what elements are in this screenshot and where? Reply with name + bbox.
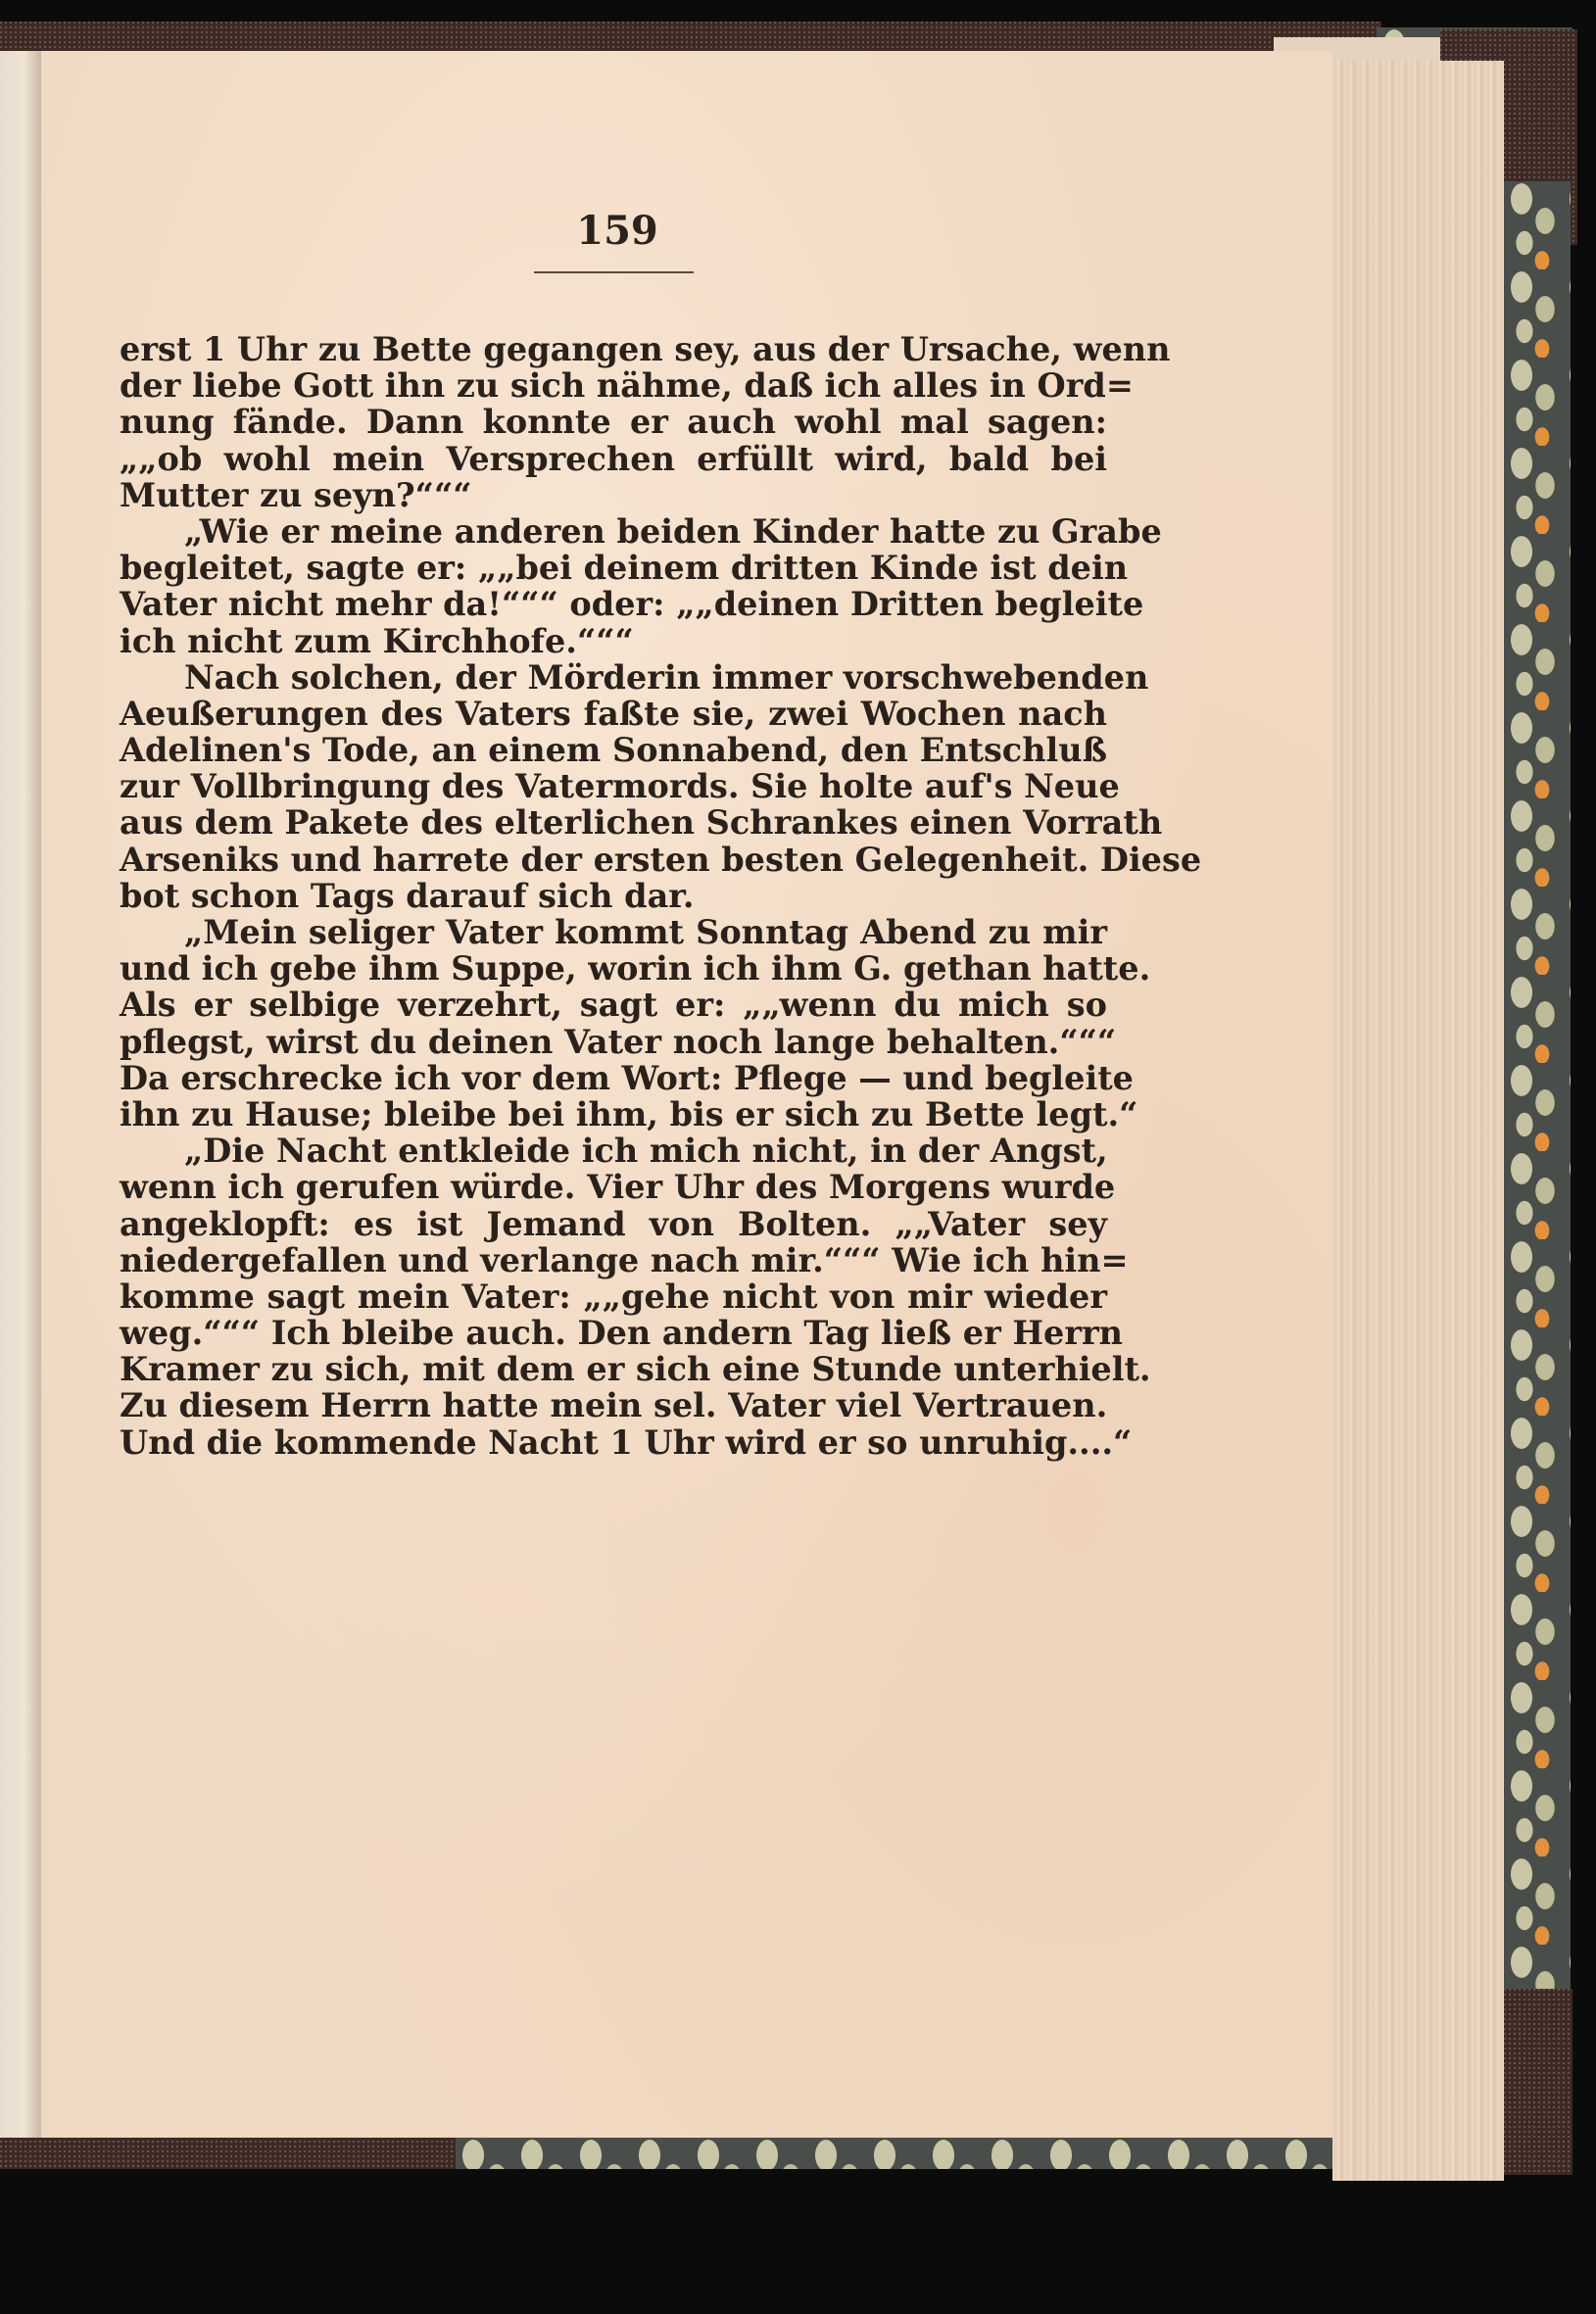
text-line: bot schon Tags darauf sich dar. xyxy=(120,876,695,915)
text-line: Mutter zu seyn?“““ xyxy=(120,475,472,514)
book-cover-bottom-cloth xyxy=(0,2136,460,2169)
text-line: Arseniks und harrete der ersten besten Gelegenheit. Diese xyxy=(120,840,1202,879)
text-line: Adelinen's Tode, an einem Sonnabend, den Entschluß xyxy=(120,731,1108,770)
text-line: zur Vollbringung des Vatermords. Sie holte auf's Neue xyxy=(120,767,1120,806)
text-line: Kramer zu sich, mit dem er sich eine Stunde unterhielt. xyxy=(120,1350,1151,1389)
page-fore-edge xyxy=(1332,61,1504,2181)
text-line: komme sagt mein Vater: „„gehe nicht von mir wieder xyxy=(120,1277,1107,1316)
text-line: und ich gebe ihm Suppe, worin ich ihm G. gethan hatte. xyxy=(120,949,1151,988)
text-line: nung fände. Dann konnte er auch wohl mal sagen: xyxy=(120,403,1107,442)
page-body-text xyxy=(120,330,1202,1462)
page-gutter xyxy=(0,51,41,2138)
text-line: „Wie er meine anderen beiden Kinder hatte zu Grabe xyxy=(184,511,1162,551)
text-line: pflegst, wirst du deinen Vater noch lange behalten.“““ xyxy=(120,1022,1117,1061)
marbled-board-right xyxy=(1504,181,1571,2043)
text-line: Zu diesem Herrn hatte mein sel. Vater viel Vertrauen. xyxy=(120,1386,1108,1425)
text-line: wenn ich gerufen würde. Vier Uhr des Morgens wurde xyxy=(120,1168,1116,1207)
text-line: „Die Nacht entkleide ich mich nicht, in der Angst, xyxy=(184,1132,1108,1171)
text-line: begleitet, sagte er: „„bei deinem dritten Kinde ist dein xyxy=(120,549,1129,588)
text-line: erst 1 Uhr zu Bette gegangen sey, aus der Ursache, wenn xyxy=(120,330,1171,368)
text-line: Und die kommende Nacht 1 Uhr wird er so unruhig....“ xyxy=(120,1422,1133,1462)
text-line: „Mein seliger Vater kommt Sonntag Abend zu mir xyxy=(184,913,1107,951)
page-number: 159 xyxy=(576,208,658,254)
text-line: aus dem Pakete des elterlichen Schrankes einen Vorrath xyxy=(120,803,1163,843)
text-line: niedergefallen und verlange nach mir.“““ Wie ich hin= xyxy=(120,1240,1129,1279)
text-line: Da erschrecke ich vor dem Wort: Pflege — und begleite xyxy=(120,1058,1134,1097)
marbled-board-bottom xyxy=(456,2138,1475,2169)
text-line: ich nicht zum Kirchhofe.“““ xyxy=(120,621,634,660)
book-cover-top-cloth xyxy=(0,22,1381,53)
text-line: weg.“““ Ich bleibe auch. Den andern Tag ließ er Herrn xyxy=(120,1314,1124,1353)
text-line: Nach solchen, der Mörderin immer vorschwebenden xyxy=(184,657,1149,697)
text-line: der liebe Gott ihn zu sich nähme, daß ich alles in Ord= xyxy=(120,366,1134,406)
text-line: angeklopft: es ist Jemand von Bolten. „„Vater sey xyxy=(120,1204,1107,1243)
text-line: Als er selbige verzehrt, sagt er: „„wenn du mich so xyxy=(120,986,1107,1025)
text-line: Vater nicht mehr da!“““ oder: „„deinen Dritten begleite xyxy=(120,585,1144,624)
text-line: Aeußerungen des Vaters faßte sie, zwei Wochen nach xyxy=(120,694,1107,733)
text-line: ihn zu Hause; bleibe bei ihm, bis er sich zu Bette legt.“ xyxy=(120,1094,1138,1133)
header-rule xyxy=(534,271,694,273)
text-line: „„ob wohl mein Versprechen erfüllt wird, bald bei xyxy=(120,439,1107,478)
